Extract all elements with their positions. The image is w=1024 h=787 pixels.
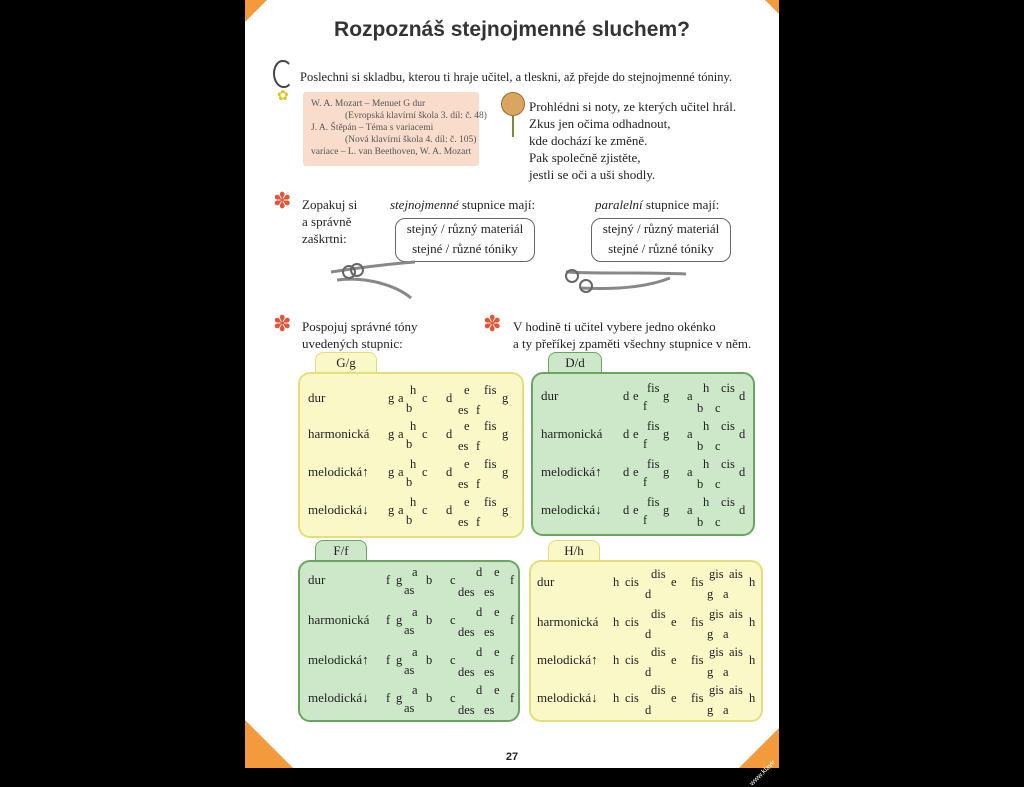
- scale-note[interactable]: a: [398, 427, 404, 441]
- scale-note[interactable]: d: [739, 503, 746, 517]
- scale-row-label: harmonická: [308, 426, 370, 441]
- score-text-line: jestli se oči a uši shodly.: [529, 167, 656, 182]
- scale-note[interactable]: d: [476, 605, 483, 619]
- scale-note[interactable]: e: [633, 465, 639, 479]
- scale-row-label: dur: [308, 572, 326, 587]
- scale-note[interactable]: fis: [691, 575, 704, 589]
- scale-note[interactable]: d: [739, 427, 746, 441]
- scale-note[interactable]: a: [687, 389, 693, 403]
- scale-note[interactable]: cis: [625, 575, 639, 589]
- scale-note[interactable]: d: [476, 683, 483, 697]
- reference-line: (Nová klavírní škola 4. díl: č. 105): [345, 135, 477, 145]
- scale-note[interactable]: c: [450, 573, 456, 587]
- scale-note[interactable]: g: [663, 389, 670, 403]
- scale-note[interactable]: f: [386, 573, 391, 587]
- scale-note[interactable]: d: [623, 389, 630, 403]
- scale-note[interactable]: dis: [651, 683, 666, 697]
- scale-note-alt[interactable]: es: [484, 585, 495, 599]
- scale-note-alt[interactable]: a: [723, 703, 729, 717]
- scale-note[interactable]: g: [663, 427, 670, 441]
- scale-note-alt[interactable]: a: [723, 587, 729, 601]
- scale-note[interactable]: h: [703, 457, 710, 471]
- scale-note-alt[interactable]: as: [404, 583, 415, 597]
- scale-note[interactable]: cis: [721, 419, 735, 433]
- scale-note[interactable]: c: [422, 465, 428, 479]
- corner-decoration: [765, 0, 779, 14]
- scale-note[interactable]: g: [396, 573, 403, 587]
- reference-line: J. A. Štěpán – Téma s variacemi: [311, 123, 434, 133]
- scale-note[interactable]: h: [703, 419, 710, 433]
- scale-note[interactable]: e: [671, 691, 677, 705]
- reference-line: (Evropská klavírní škola 3. díl: č. 48): [345, 111, 487, 121]
- scale-note[interactable]: a: [412, 565, 418, 579]
- scale-note-alt[interactable]: b: [406, 475, 413, 489]
- scale-note-alt[interactable]: g: [707, 665, 714, 679]
- scale-note-alt[interactable]: es: [484, 665, 495, 679]
- scale-note[interactable]: fis: [691, 691, 704, 705]
- scale-note[interactable]: h: [410, 419, 417, 433]
- scale-note-alt[interactable]: c: [715, 515, 721, 529]
- scale-note[interactable]: e: [494, 565, 500, 579]
- ear-icon: [273, 60, 293, 88]
- scale-note[interactable]: c: [450, 613, 456, 627]
- scale-note[interactable]: ais: [729, 607, 743, 621]
- scale-row-label: melodická↓: [308, 502, 369, 517]
- parallel-tonic-choice[interactable]: stejné / různé tóniky: [608, 241, 714, 256]
- scale-note[interactable]: h: [410, 457, 417, 471]
- scale-note[interactable]: d: [623, 503, 630, 517]
- scale-note-alt[interactable]: des: [458, 625, 475, 639]
- scale-note[interactable]: cis: [721, 495, 735, 509]
- scale-note-alt[interactable]: des: [458, 665, 475, 679]
- scale-note[interactable]: dis: [651, 607, 666, 621]
- scale-note[interactable]: d: [739, 389, 746, 403]
- scale-note-alt[interactable]: a: [723, 627, 729, 641]
- scale-note-alt[interactable]: g: [707, 627, 714, 641]
- connect-instruction: Pospojuj správné tóny: [302, 319, 418, 334]
- scale-note[interactable]: e: [494, 645, 500, 659]
- scale-note[interactable]: d: [446, 391, 453, 405]
- workbook-page: [245, 0, 779, 787]
- scale-note[interactable]: fis: [484, 495, 497, 509]
- scale-note-alt[interactable]: b: [697, 477, 704, 491]
- scale-note[interactable]: f: [510, 613, 515, 627]
- score-text-line: kde dochází ke změně.: [529, 133, 648, 148]
- scale-note[interactable]: h: [703, 381, 710, 395]
- score-text-line: Prohlédni si noty, ze kterých učitel hrál.: [529, 99, 737, 114]
- scale-note[interactable]: f: [386, 613, 391, 627]
- scale-note[interactable]: e: [671, 615, 677, 629]
- same-name-material-choice[interactable]: stejný / různý materiál: [406, 221, 524, 236]
- scale-row-label: melodická↓: [537, 690, 598, 705]
- scale-note[interactable]: ais: [729, 645, 743, 659]
- scale-note-alt[interactable]: es: [458, 477, 469, 491]
- scale-note[interactable]: cis: [625, 615, 639, 629]
- scale-note[interactable]: fis: [484, 383, 497, 397]
- scale-row-label: melodická↑: [537, 652, 598, 667]
- scale-row-label: melodická↓: [541, 502, 602, 517]
- tab-h-h: H/h: [548, 540, 600, 561]
- scale-note[interactable]: fis: [647, 419, 660, 433]
- scale-note[interactable]: h: [613, 615, 620, 629]
- page-title: Rozpoznáš stejnojmenné sluchem?: [334, 18, 690, 41]
- scale-note[interactable]: d: [446, 427, 453, 441]
- scale-note[interactable]: a: [412, 645, 418, 659]
- scale-note[interactable]: f: [510, 573, 515, 587]
- panel-g-g[interactable]: [298, 372, 524, 538]
- scale-note[interactable]: a: [412, 605, 418, 619]
- scale-note[interactable]: c: [450, 691, 456, 705]
- poppy-stem: [512, 115, 514, 137]
- scale-row-label: dur: [541, 388, 559, 403]
- scale-note-alt[interactable]: f: [476, 477, 481, 491]
- scale-note-alt[interactable]: b: [697, 401, 704, 415]
- scale-note-alt[interactable]: b: [697, 515, 704, 529]
- scale-note[interactable]: f: [510, 653, 515, 667]
- scale-note[interactable]: g: [502, 391, 509, 405]
- scale-note[interactable]: cis: [625, 653, 639, 667]
- scale-row-label: melodická↑: [308, 464, 369, 479]
- scale-note[interactable]: gis: [709, 645, 724, 659]
- panel-d-d[interactable]: [531, 372, 755, 536]
- scale-note[interactable]: d: [623, 427, 630, 441]
- scale-note[interactable]: d: [623, 465, 630, 479]
- scale-row-label: melodická↑: [308, 652, 369, 667]
- knot-icon: [327, 250, 417, 302]
- scale-note-alt[interactable]: des: [458, 585, 475, 599]
- scale-note-alt[interactable]: es: [484, 703, 495, 717]
- scale-note[interactable]: f: [510, 691, 515, 705]
- scale-note[interactable]: e: [464, 457, 470, 471]
- scale-note[interactable]: f: [386, 691, 391, 705]
- scale-note[interactable]: h: [749, 575, 756, 589]
- scale-row-label: harmonická: [541, 426, 603, 441]
- scale-note[interactable]: fis: [691, 653, 704, 667]
- scale-note[interactable]: d: [446, 503, 453, 517]
- scale-note[interactable]: d: [446, 465, 453, 479]
- scale-note[interactable]: c: [422, 391, 428, 405]
- scale-note-alt[interactable]: b: [406, 401, 413, 415]
- scale-note[interactable]: gis: [709, 607, 724, 621]
- scale-note-alt[interactable]: d: [645, 665, 652, 679]
- scale-note[interactable]: gis: [709, 567, 724, 581]
- same-name-heading: stejnojmenné stupnice mají:: [390, 197, 536, 212]
- scale-note-alt[interactable]: f: [476, 439, 481, 453]
- scale-note[interactable]: ais: [729, 683, 743, 697]
- scale-note[interactable]: c: [422, 427, 428, 441]
- scale-note[interactable]: h: [613, 653, 620, 667]
- scale-note[interactable]: fis: [691, 615, 704, 629]
- scale-note[interactable]: b: [426, 691, 433, 705]
- scale-note[interactable]: cis: [721, 457, 735, 471]
- tab-g-g: G/g: [315, 352, 377, 373]
- scale-row-label: melodická↓: [308, 690, 369, 705]
- scale-note-alt[interactable]: es: [458, 403, 469, 417]
- scale-note[interactable]: g: [396, 613, 403, 627]
- site-url: www.klavir: [748, 759, 777, 787]
- yellow-flower-icon: ✿: [277, 89, 289, 104]
- scale-note[interactable]: fis: [647, 495, 660, 509]
- scale-note[interactable]: e: [494, 683, 500, 697]
- scale-note[interactable]: h: [410, 495, 417, 509]
- reference-line: variace – L. van Beethoven, W. A. Mozart: [311, 147, 472, 157]
- scale-row-label: dur: [537, 574, 555, 589]
- red-flower-icon: ✽: [273, 188, 292, 213]
- page-number: 27: [505, 751, 519, 763]
- scale-note-alt[interactable]: as: [404, 663, 415, 677]
- scale-row-label: dur: [308, 390, 326, 405]
- poppy-icon: [501, 92, 525, 116]
- scale-note-alt[interactable]: g: [707, 703, 714, 717]
- scale-note[interactable]: fis: [647, 381, 660, 395]
- scale-note[interactable]: a: [687, 503, 693, 517]
- scale-note-alt[interactable]: a: [723, 665, 729, 679]
- scale-note[interactable]: e: [671, 575, 677, 589]
- parallel-answer-box[interactable]: [591, 218, 731, 262]
- scale-note[interactable]: e: [494, 605, 500, 619]
- scale-note-alt[interactable]: es: [458, 439, 469, 453]
- scale-note[interactable]: f: [386, 653, 391, 667]
- scale-note[interactable]: fis: [647, 457, 660, 471]
- repeat-instruction: zaškrtni:: [302, 231, 347, 246]
- scale-note-alt[interactable]: d: [645, 587, 652, 601]
- repeat-instruction: Zopakuj si: [302, 197, 358, 212]
- scale-note[interactable]: g: [396, 653, 403, 667]
- scale-row-label: harmonická: [537, 614, 599, 629]
- scale-note-alt[interactable]: f: [476, 515, 481, 529]
- scale-note-alt[interactable]: c: [715, 439, 721, 453]
- scale-note-alt[interactable]: d: [645, 703, 652, 717]
- panel-h-h[interactable]: [529, 560, 763, 722]
- red-flower-icon: ✽: [483, 311, 502, 336]
- scale-note[interactable]: b: [426, 613, 433, 627]
- scale-note-alt[interactable]: d: [645, 627, 652, 641]
- scale-note[interactable]: g: [502, 427, 509, 441]
- scale-note-alt[interactable]: f: [643, 513, 648, 527]
- scale-note[interactable]: a: [687, 465, 693, 479]
- scale-note[interactable]: e: [671, 653, 677, 667]
- scale-note-alt[interactable]: es: [458, 515, 469, 529]
- scale-note[interactable]: e: [464, 419, 470, 433]
- scale-note[interactable]: h: [410, 383, 417, 397]
- scale-note[interactable]: b: [426, 573, 433, 587]
- scale-note-alt[interactable]: es: [484, 625, 495, 639]
- tab-f-f: F/f: [315, 540, 367, 561]
- panel-f-f[interactable]: [298, 560, 520, 722]
- scale-note[interactable]: g: [663, 503, 670, 517]
- scale-note[interactable]: d: [739, 465, 746, 479]
- scale-note-alt[interactable]: c: [715, 401, 721, 415]
- scale-note[interactable]: a: [412, 683, 418, 697]
- scale-note[interactable]: g: [388, 427, 395, 441]
- scale-note[interactable]: h: [703, 495, 710, 509]
- scale-note[interactable]: e: [633, 503, 639, 517]
- parallel-heading: paralelní stupnice mají:: [595, 197, 720, 212]
- listen-instruction: Poslechni si skladbu, kterou ti hraje učitel, a tleskni, až přejde do stejnojmenné tóniny.: [300, 70, 733, 84]
- scale-note[interactable]: h: [613, 575, 620, 589]
- scale-note[interactable]: g: [388, 391, 395, 405]
- scale-note[interactable]: fis: [484, 419, 497, 433]
- scale-note-alt[interactable]: b: [697, 439, 704, 453]
- score-text-line: Zkus jen očima odhadnout,: [529, 116, 671, 131]
- scale-note[interactable]: c: [450, 653, 456, 667]
- scale-note-alt[interactable]: des: [458, 703, 475, 717]
- scale-note[interactable]: g: [388, 465, 395, 479]
- scale-note-alt[interactable]: f: [476, 403, 481, 417]
- scale-note[interactable]: g: [396, 691, 403, 705]
- scale-note[interactable]: d: [476, 565, 483, 579]
- scale-row-label: melodická↑: [541, 464, 602, 479]
- repeat-instruction: a správně: [302, 214, 352, 229]
- score-text-line: Pak společně zjistěte,: [529, 150, 641, 165]
- scale-note-alt[interactable]: c: [715, 477, 721, 491]
- scale-note-alt[interactable]: as: [404, 701, 415, 715]
- scale-note[interactable]: h: [749, 615, 756, 629]
- scale-note[interactable]: a: [398, 391, 404, 405]
- scale-note[interactable]: a: [398, 465, 404, 479]
- scale-note-alt[interactable]: f: [643, 399, 648, 413]
- teacher-instruction: V hodině ti učitel vybere jedno okénko: [513, 319, 716, 334]
- scale-note-alt[interactable]: f: [643, 475, 648, 489]
- scale-note[interactable]: cis: [721, 381, 735, 395]
- scale-note[interactable]: e: [633, 427, 639, 441]
- scale-note[interactable]: g: [502, 465, 509, 479]
- scale-note[interactable]: g: [388, 503, 395, 517]
- scale-note[interactable]: a: [687, 427, 693, 441]
- scale-row-label: harmonická: [308, 612, 370, 627]
- scale-note[interactable]: d: [476, 645, 483, 659]
- scale-note[interactable]: gis: [709, 683, 724, 697]
- scale-note[interactable]: e: [633, 389, 639, 403]
- scale-note[interactable]: h: [749, 653, 756, 667]
- scale-note-alt[interactable]: b: [406, 437, 413, 451]
- scale-note[interactable]: fis: [484, 457, 497, 471]
- scale-note[interactable]: e: [464, 495, 470, 509]
- scale-note-alt[interactable]: g: [707, 587, 714, 601]
- scale-note[interactable]: b: [426, 653, 433, 667]
- scale-note[interactable]: cis: [625, 691, 639, 705]
- tab-d-d: D/d: [548, 352, 602, 373]
- red-flower-icon: ✽: [273, 311, 292, 336]
- connect-instruction: uvedených stupnic:: [302, 336, 403, 351]
- scale-note[interactable]: g: [663, 465, 670, 479]
- scale-note[interactable]: ais: [729, 567, 743, 581]
- scale-note[interactable]: c: [422, 503, 428, 517]
- scale-note-alt[interactable]: f: [643, 437, 648, 451]
- scale-note[interactable]: dis: [651, 645, 666, 659]
- reference-line: W. A. Mozart – Menuet G dur: [311, 99, 426, 109]
- scale-note-alt[interactable]: as: [404, 623, 415, 637]
- scale-note[interactable]: h: [749, 691, 756, 705]
- scale-note-alt[interactable]: b: [406, 513, 413, 527]
- scale-note[interactable]: g: [502, 503, 509, 517]
- scale-note[interactable]: dis: [651, 567, 666, 581]
- same-name-tonic-choice[interactable]: stejné / různé tóniky: [412, 241, 518, 256]
- scale-note[interactable]: a: [398, 503, 404, 517]
- scale-note[interactable]: h: [613, 691, 620, 705]
- teacher-instruction: a ty přeříkej zpaměti všechny stupnice v něm.: [513, 336, 752, 351]
- scale-note[interactable]: e: [464, 383, 470, 397]
- knot-icon: [560, 262, 690, 302]
- parallel-material-choice[interactable]: stejný / různý materiál: [602, 221, 720, 236]
